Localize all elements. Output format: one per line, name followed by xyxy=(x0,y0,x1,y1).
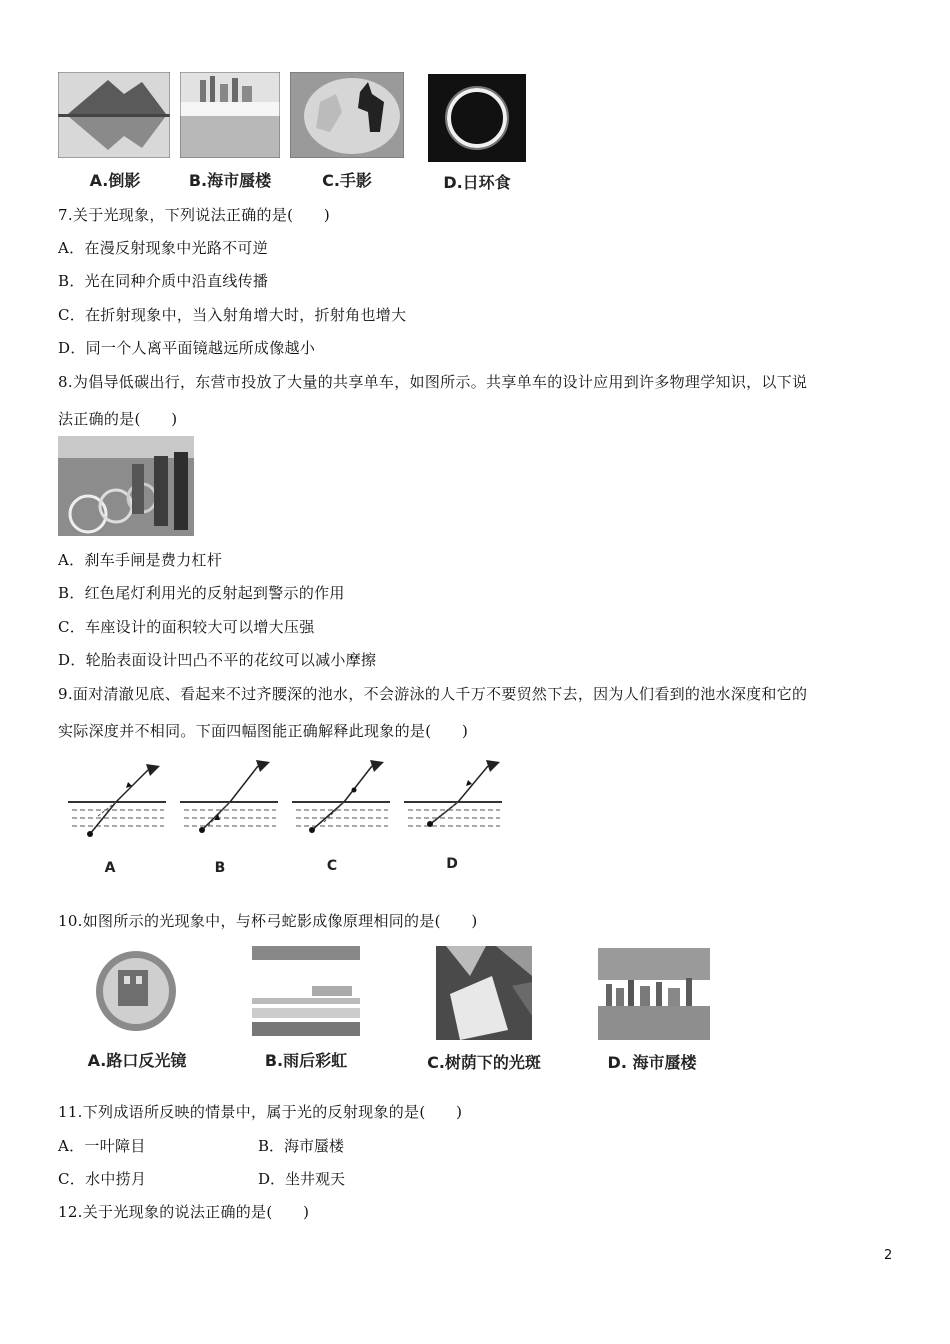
diagram-label-d: D xyxy=(446,856,458,872)
photo-convex-mirror xyxy=(90,946,182,1036)
q10-stem: 10.如图所示的光现象中，与杯弓蛇影成像原理相同的是( ) xyxy=(58,912,478,930)
q7-option-a: A．在漫反射现象中光路不可逆 xyxy=(58,239,269,257)
q11-option-c: C．水中捞月 xyxy=(58,1170,147,1188)
photo-mirage-city xyxy=(598,948,710,1040)
photo-shared-bikes xyxy=(58,436,194,536)
q7-option-d: D．同一个人离平面镜越远所成像越小 xyxy=(58,339,316,357)
diagram-c xyxy=(290,752,392,844)
caption-q10-c: C.树荫下的光斑 xyxy=(427,1053,541,1072)
q12-stem: 12.关于光现象的说法正确的是( ) xyxy=(58,1203,310,1221)
caption-top-d: D.日环食 xyxy=(443,173,511,192)
q8-option-a: A．刹车手闸是费力杠杆 xyxy=(58,551,223,569)
diagram-a xyxy=(66,752,168,844)
caption-top-b: B.海市蜃楼 xyxy=(188,171,272,190)
q9-stem-line2: 实际深度并不相同。下面四幅图能正确解释此现象的是( ) xyxy=(58,722,469,740)
q11-option-a: A．一叶障目 xyxy=(58,1137,146,1155)
diagram-d xyxy=(402,752,504,844)
page-number: 2 xyxy=(884,1248,893,1263)
photo-mirage xyxy=(180,72,280,158)
photo-rainbow xyxy=(252,946,360,1036)
q7-option-b: B．光在同种介质中沿直线传播 xyxy=(58,272,269,290)
photo-annular-eclipse xyxy=(428,74,526,162)
q8-option-b: B．红色尾灯利用光的反射起到警示的作用 xyxy=(58,584,345,602)
diagram-label-a: A xyxy=(104,860,116,876)
diagram-label-b: B xyxy=(214,860,226,876)
q11-stem: 11.下列成语所反映的情景中，属于光的反射现象的是( ) xyxy=(58,1103,463,1121)
photo-reflection xyxy=(58,72,170,158)
diagram-label-c: C xyxy=(326,858,338,874)
q8-option-c: C．车座设计的面积较大可以增大压强 xyxy=(58,618,315,636)
caption-q10-b: B.雨后彩虹 xyxy=(264,1051,348,1070)
q11-option-d: D．坐井观天 xyxy=(258,1170,346,1188)
q11-option-b: B．海市蜃楼 xyxy=(258,1137,345,1155)
caption-top-a: A.倒影 xyxy=(89,171,141,190)
q7-option-c: C．在折射现象中，当入射角增大时，折射角也增大 xyxy=(58,306,407,324)
caption-top-c: C.手影 xyxy=(322,171,372,190)
photo-light-spots xyxy=(436,946,532,1040)
diagram-b xyxy=(178,752,280,844)
caption-q10-a: A.路口反光镜 xyxy=(87,1051,187,1070)
q9-stem-line1: 9.面对清澈见底、看起来不过齐腰深的池水，不会游泳的人千万不要贸然下去，因为人们看到的池水深度和它的 xyxy=(58,685,808,703)
q8-stem-line1: 8.为倡导低碳出行，东营市投放了大量的共享单车，如图所示。共享单车的设计应用到许多物理学知识，以下说 xyxy=(58,373,808,391)
caption-q10-d: D. 海市蜃楼 xyxy=(607,1053,697,1072)
q8-option-d: D．轮胎表面设计凹凸不平的花纹可以减小摩擦 xyxy=(58,651,377,669)
q7-stem: 7.关于光现象，下列说法正确的是( ) xyxy=(58,206,331,224)
photo-hand-shadow xyxy=(290,72,404,158)
q8-stem-line2: 法正确的是( ) xyxy=(58,410,178,428)
